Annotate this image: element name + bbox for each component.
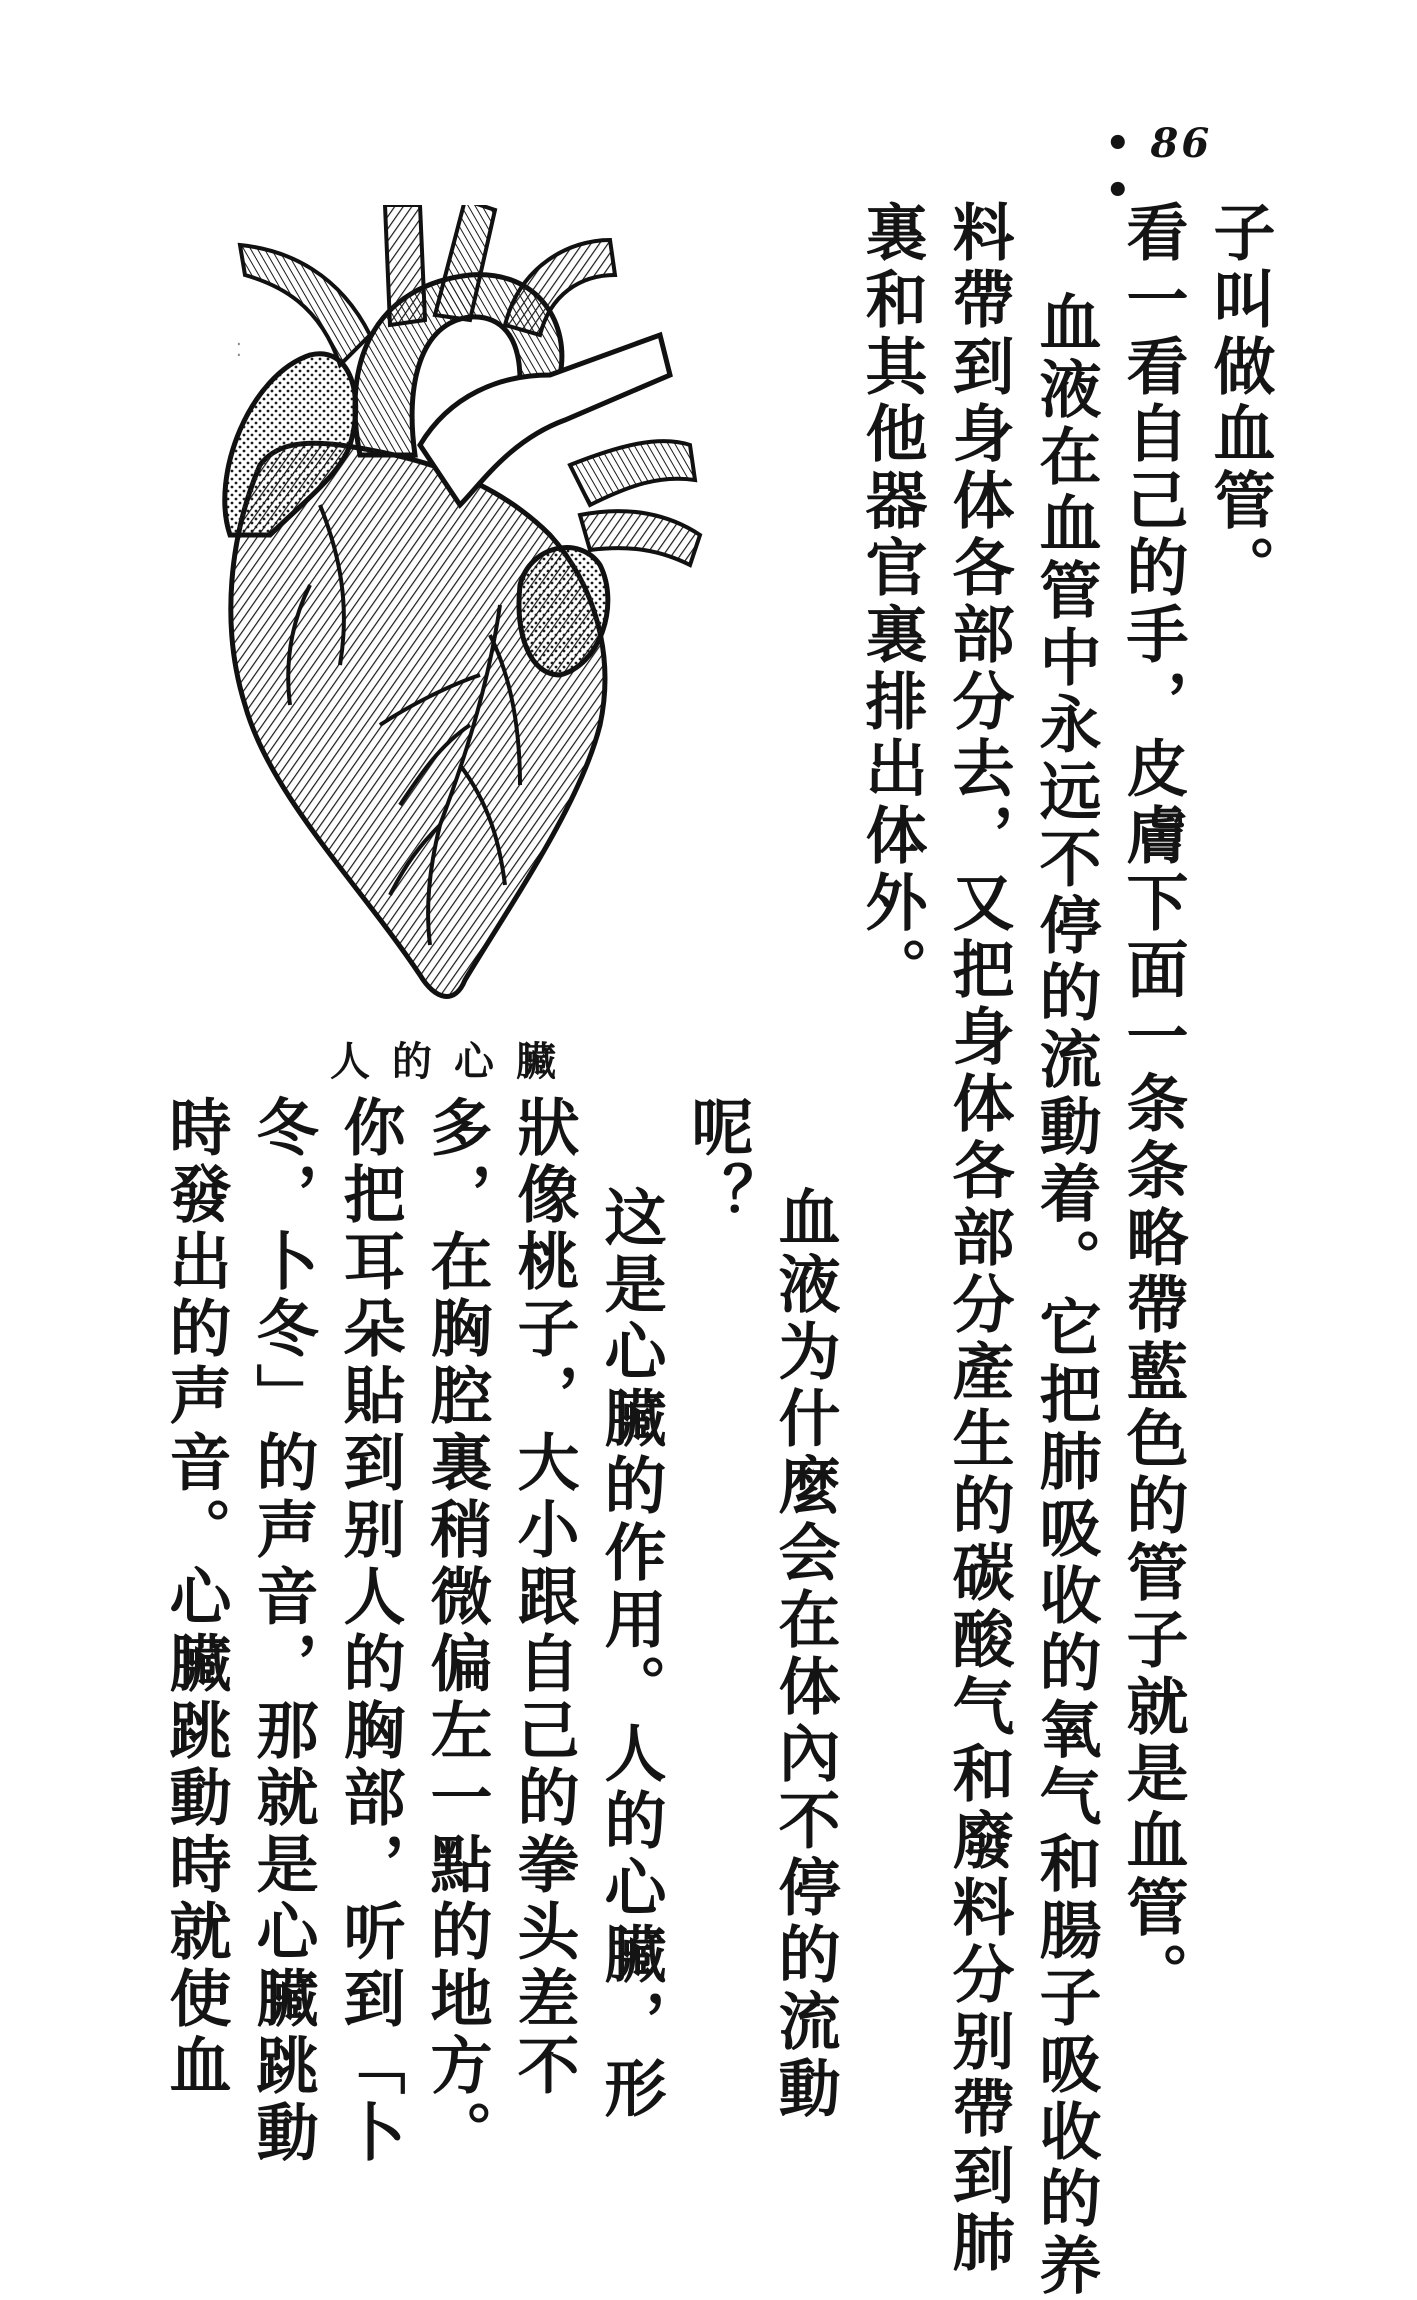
- text-column-2: 看一看自己的手，皮膚下面一条条略帶藍色的管子就是血管。: [1116, 200, 1189, 2009]
- text-column-5: 裏和其他器官裏排出体外。: [855, 200, 928, 1004]
- text-column-13: 時發出的声音。心臟跳動時就使血: [159, 1095, 232, 2100]
- figure-caption: 人的心臟: [330, 1038, 578, 1085]
- text-column-1: 子叫做血管。: [1203, 200, 1276, 602]
- print-speck: ⁚: [236, 340, 242, 361]
- text-column-11: 你把耳朵貼到别人的胸部，听到「卜: [333, 1095, 406, 2167]
- text-column-10: 多，在胸腔裏稍微偏左一點的地方。: [420, 1095, 493, 2167]
- text-column-6: 血液为什麼会在体內不停的流動: [768, 1185, 841, 2123]
- page-number: • 86 •: [1105, 120, 1213, 214]
- text-column-7: 呢？: [681, 1095, 754, 1229]
- text-column-12: 冬，卜冬」的声音，那就是心臟跳動: [246, 1095, 319, 2167]
- text-column-4: 料帶到身体各部分去，又把身体各部分產生的碳酸气和廢料分别帶到肺: [942, 200, 1015, 2277]
- text-column-8: 这是心臟的作用。人的心臟，形: [594, 1185, 667, 2123]
- text-column-9: 狀像桃子，大小跟自己的拳头差不: [507, 1095, 580, 2100]
- text-column-3: 血液在血管中永远不停的流動着。它把肺吸收的氧气和腸子吸收的养: [1029, 290, 1102, 2300]
- heart-illustration: [190, 205, 750, 1045]
